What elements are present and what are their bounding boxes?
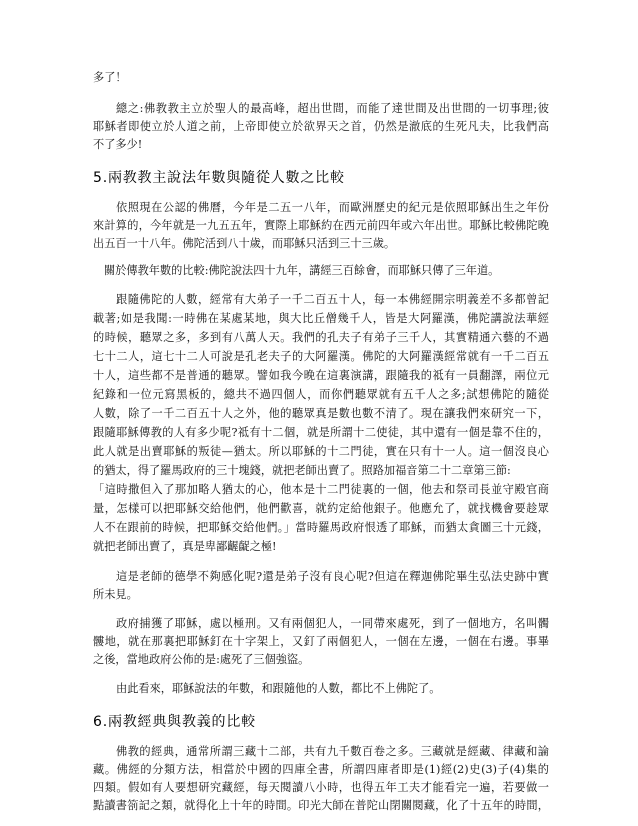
section-heading: 5.兩教教主說法年數與隨從人數之比較 [93, 170, 345, 186]
text-line: 這是老師的德學不夠感化呢?還是弟子沒有良心呢?但這在釋迦佛陀畢生弘法史跡中實 [116, 570, 549, 583]
text-line: 政府捕獲了耶穌，處以極刑。又有兩個犯人，一同帶來處死，到了一個地方，名叫髑 [116, 617, 549, 630]
paragraph [93, 262, 549, 280]
text-line: 由此看來，耶穌說法的年數，和跟隨他的人數，都比不上佛陀了。 [116, 682, 441, 695]
text-line: 不了多少! [93, 138, 143, 151]
text-line: 載著;如是我聞:一時佛在某處某地，與大比丘僧幾千人，皆是大阿羅漢，佛陀講說法華經 [93, 312, 549, 325]
paragraph-carryover [93, 69, 549, 87]
text-line: 耶穌者即使立於人道之前，上帝即使立於欲界天之首，仍然是澈底的生死凡夫，比我們高 [93, 120, 549, 133]
paragraph [93, 199, 549, 253]
text-line: 多了！ [93, 71, 127, 84]
text-line: 點讀書箚記之類，就得化上十年的時間。印光大師在普陀山閉關閱藏，化了十五年的時間， [93, 799, 549, 812]
text-line: 跟隨耶穌傳教的人有多少呢?祗有十二個，就是所謂十二使徒，其中還有一個是靠不住的， [93, 426, 549, 439]
paragraph [93, 615, 549, 669]
paragraph [93, 680, 549, 698]
text-line: 「這時撒但入了那加略人猶太的心，他本是十二門徒裏的一個，他去和祭司長並守殿官商 [93, 483, 549, 496]
text-line: 人不在跟前的時候，把耶穌交給他們。」當時羅馬政府恨透了耶穌，而猶太貪圖三十元錢， [93, 521, 549, 534]
paragraph [93, 568, 549, 604]
text-line: 人數，除了一千二百五十人之外，他的聽眾真是數也數不清了。現在讓我們來研究一下， [93, 407, 549, 420]
text-line: 來計算的，今年就是一九五五年，實際上耶穌約在西元前四年或六年出世。耶穌比較佛陀晚 [93, 219, 549, 232]
section-5 [93, 167, 549, 189]
text-line: 依照現在公認的佛曆，今年是二五一八年，而歐洲歷史的紀元是依照耶穌出生之年份 [116, 201, 549, 214]
text-line: 紀錄和一位元寫黑板的，總共不過四個人，而你們聽眾就有五千人之多;試想佛陀的隨從 [93, 388, 549, 401]
paragraph [93, 743, 549, 815]
paragraph-conclusion [93, 100, 549, 154]
text-line: 出五百一十八年。佛陀活到八十歲，而耶穌只活到三十三歲。 [93, 237, 396, 250]
text-line: 髏地，就在那裏把耶穌釘在十字架上，又釘了兩個犯人，一個在左邊，一個在右邊。事畢 [93, 635, 549, 648]
text-line: 的時候，聽眾之多，多到有八萬人天。我們的孔夫子有弟子三千人，其實精通六藝的不過 [93, 331, 549, 344]
text-line: 跟隨佛陀的人數，經常有大弟子一千二百五十人，每一本佛經開宗明義差不多都曾記 [116, 293, 549, 306]
text-line: 佛教的經典，通常所謂三藏十二部，共有九千數百卷之多。三藏就是經藏、律藏和論 [116, 745, 549, 758]
section-6 [93, 711, 549, 733]
text-line: 量，怎樣可以把耶穌交給他們，他們歡喜，就約定給他銀子。他應允了，就找機會要趁眾 [93, 502, 549, 515]
text-line: 之後，當地政府公佈的是:處死了三個強盜。 [93, 653, 310, 666]
section-heading: 6.兩教經典與教義的比較 [93, 714, 256, 730]
paragraph [93, 290, 549, 556]
text-line: 關於傳教年數的比較:佛陀說法四十九年，講經三百餘會，而耶穌只傳了三年道。 [104, 264, 500, 277]
text-line: 所未見。 [93, 588, 138, 601]
text-line: 總之:佛教教主立於聖人的最高峰，超出世間，而能了達世間及出世間的一切事理;彼 [116, 102, 549, 115]
text-line: 的猶太，得了羅馬政府的三十塊錢，就把老師出賣了。照路加福音第二十二章第三節: [93, 464, 511, 477]
text-line: 此人就是出賣耶穌的叛徒—猶太。所以耶穌的十二門徒，實在只有十一人。這一個沒良心 [93, 445, 549, 458]
text-line: 就把老師出賣了，真是卑鄙齷齪之極! [93, 540, 277, 553]
text-line: 藏。佛經的分類方法，相當於中國的四庫全書，所謂四庫者即是(1)經(2)史(3)子(4)集的 [93, 763, 549, 776]
text-line: 十人，這些都不是普通的聽眾。譬如我今晚在這裏演講，跟隨我的祗有一員翻譯，兩位元 [93, 369, 549, 382]
text-line: 四類。假如有人要想研究藏經，每天閱讀八小時，也得五年工夫才能看完一遍，若要做一 [93, 781, 549, 794]
text-line: 七十二人，這七十二人可說是孔老夫子的大阿羅漢。佛陀的大阿羅漢經常就有一千二百五 [93, 350, 549, 363]
